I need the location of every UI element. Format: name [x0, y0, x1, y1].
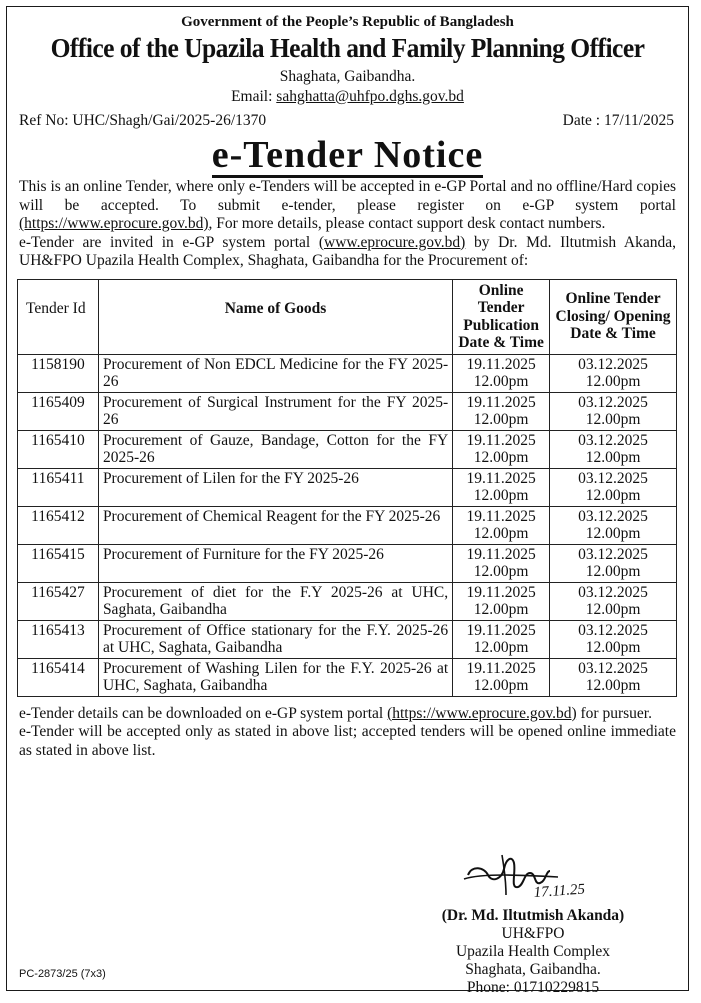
publication-cell-value: 12.00pm	[473, 677, 529, 694]
intro-text: This is an online Tender, where only e-Tenders will be accepted in e-GP Portal and no offline/Hard copies will be accepted. To submit e-tender, please register on e-GP system portal	[19, 178, 676, 214]
closing-cell	[550, 506, 677, 544]
publication-cell	[453, 392, 550, 430]
publication-cell	[453, 506, 550, 544]
goods-name-cell-value: Procurement of Washing Lilen for the F.Y. 2025-26 at UHC, Saghata, Gaibandha	[102, 659, 449, 694]
closing-cell	[550, 354, 677, 392]
header-closing: Online Tender Closing/ Opening Date & Time	[550, 279, 677, 354]
closing-cell-value: 03.12.2025	[578, 469, 648, 487]
publication-cell	[453, 620, 550, 658]
publication-cell-value: 19.11.2025	[466, 393, 536, 411]
signature-date: 17.11.25	[533, 881, 586, 901]
goods-name-cell	[98, 620, 452, 658]
table-row	[18, 582, 677, 620]
publication-cell-value: 19.11.2025	[466, 621, 536, 639]
tender-id-cell-value: 1165427	[31, 583, 85, 601]
officer-designation: UH&FPO	[501, 925, 565, 942]
closing-cell	[550, 544, 677, 582]
eprocure-link-2[interactable]: (www.eprocure.gov.bd)	[318, 233, 466, 251]
goods-name-cell	[98, 354, 452, 392]
goods-name-cell	[98, 392, 452, 430]
closing-cell-value: 12.00pm	[585, 639, 641, 656]
tender-id-cell	[18, 430, 99, 468]
table-header-row	[18, 279, 677, 354]
publication-cell-value: 19.11.2025	[466, 659, 536, 677]
closing-cell	[550, 658, 677, 696]
goods-name-cell-value: Procurement of Non EDCL Medicine for the FY 2025-26	[102, 355, 449, 390]
notice-date: Date : 17/11/2025	[562, 112, 674, 129]
intro-paragraph-1	[7, 178, 688, 234]
publication-cell-value: 19.11.2025	[466, 545, 536, 563]
invite-text-end: by Dr. Md. Iltutmish Akanda, UH&FPO Upazila Health Complex, Shaghata, Gaibandha for the Procurement of:	[19, 233, 676, 269]
closing-cell-value: 03.12.2025	[578, 659, 648, 677]
tender-id-cell	[18, 506, 99, 544]
notice-page	[6, 6, 689, 996]
publication-cell	[453, 468, 550, 506]
pc-code: PC-2873/25 (7x3)	[19, 968, 106, 980]
officer-place: Shaghata, Gaibandha.	[465, 961, 601, 978]
goods-name-cell-value: Procurement of diet for the F.Y 2025-26 at UHC, Saghata, Gaibandha	[102, 583, 449, 618]
publication-cell-value: 12.00pm	[473, 449, 529, 466]
table-row	[18, 658, 677, 696]
publication-cell-value: 19.11.2025	[466, 431, 536, 449]
officer-phone: Phone: 01710229815	[466, 979, 600, 996]
goods-name-cell-value: Procurement of Lilen for the FY 2025-26	[102, 469, 359, 487]
publication-cell-value: 12.00pm	[473, 639, 529, 656]
intro-text-end: , For more details, please contact support desk contact numbers.	[208, 215, 606, 232]
header-name-of-goods: Name of Goods	[98, 279, 452, 354]
goods-name-cell	[98, 430, 452, 468]
publication-cell-value: 12.00pm	[473, 563, 529, 580]
tender-id-cell-value: 1165412	[31, 507, 85, 525]
table-row	[18, 506, 677, 544]
publication-cell-value: 12.00pm	[473, 525, 529, 542]
closing-cell-value: 12.00pm	[585, 411, 641, 428]
closing-cell	[550, 468, 677, 506]
goods-name-cell-value: Procurement of Surgical Instrument for the FY 2025-26	[102, 393, 449, 428]
email-link[interactable]: sahghatta@uhfpo.dghs.gov.bd	[276, 88, 464, 105]
closing-cell-value: 12.00pm	[585, 563, 641, 580]
tender-id-cell	[18, 658, 99, 696]
table-row	[18, 392, 677, 430]
closing-cell-value: 12.00pm	[585, 601, 641, 618]
publication-cell	[453, 658, 550, 696]
office-location: Shaghata, Gaibandha.	[279, 68, 416, 85]
publication-cell-value: 19.11.2025	[466, 355, 536, 373]
government-line: Government of the People’s Republic of Bangladesh	[181, 14, 514, 30]
goods-name-cell	[98, 582, 452, 620]
closing-cell	[550, 620, 677, 658]
tender-id-cell	[18, 392, 99, 430]
download-text: e-Tender details can be downloaded on e-GP system portal	[19, 704, 388, 722]
closing-cell	[550, 392, 677, 430]
goods-name-cell	[98, 506, 452, 544]
closing-cell	[550, 430, 677, 468]
email-line	[7, 87, 688, 107]
closing-cell-value: 03.12.2025	[578, 507, 648, 525]
header-tender-id: Tender Id	[18, 279, 99, 354]
table-row	[18, 430, 677, 468]
acceptance-paragraph: e-Tender will be accepted only as stated in above list; accepted tenders will be opened online immediate as stated in above list.	[19, 723, 676, 759]
download-text-end: for pursuer.	[576, 704, 652, 722]
publication-cell-value: 12.00pm	[473, 487, 529, 504]
closing-cell-value: 03.12.2025	[578, 545, 648, 563]
closing-cell-value: 12.00pm	[585, 677, 641, 694]
signature	[418, 845, 648, 903]
officer-name: (Dr. Md. Iltutmish Akanda)	[441, 907, 625, 924]
goods-name-cell-value: Procurement of Furniture for the FY 2025-26	[102, 545, 384, 563]
closing-cell	[550, 582, 677, 620]
closing-cell-value: 12.00pm	[585, 373, 641, 390]
publication-cell	[453, 582, 550, 620]
header-publication: Online Tender Publication Date & Time	[453, 279, 550, 354]
office-title: Office of the Upazila Health and Family Planning Officer	[50, 32, 645, 63]
tender-id-cell-value: 1165414	[31, 659, 85, 677]
goods-name-cell	[98, 468, 452, 506]
closing-cell-value: 03.12.2025	[578, 583, 648, 601]
tender-id-cell-value: 1165411	[31, 469, 85, 487]
closing-cell-value: 03.12.2025	[578, 431, 648, 449]
closing-cell-value: 03.12.2025	[578, 355, 648, 373]
goods-name-cell	[98, 544, 452, 582]
tender-id-cell	[18, 620, 99, 658]
tender-id-cell	[18, 354, 99, 392]
closing-cell-value: 03.12.2025	[578, 393, 648, 411]
closing-cell-value: 03.12.2025	[578, 621, 648, 639]
tender-id-cell-value: 1165413	[31, 621, 85, 639]
table-row	[18, 354, 677, 392]
publication-cell	[453, 354, 550, 392]
signature-scribble-icon	[462, 845, 592, 903]
tender-id-cell	[18, 582, 99, 620]
publication-cell	[453, 430, 550, 468]
goods-name-cell-value: Procurement of Chemical Reagent for the FY 2025-26	[102, 507, 441, 525]
publication-cell-value: 12.00pm	[473, 601, 529, 618]
tender-table	[17, 279, 677, 697]
tender-id-cell	[18, 468, 99, 506]
publication-cell	[453, 544, 550, 582]
publication-cell-value: 12.00pm	[473, 411, 529, 428]
invite-text: e-Tender are invited in e-GP system portal	[19, 233, 319, 251]
publication-cell-value: 19.11.2025	[466, 583, 536, 601]
tender-id-cell-value: 1165409	[31, 393, 85, 411]
notice-title: e-Tender Notice	[211, 134, 484, 176]
publication-cell-value: 19.11.2025	[466, 469, 536, 487]
reference-number: Ref No: UHC/Shagh/Gai/2025-26/1370	[19, 112, 267, 129]
download-paragraph	[7, 705, 688, 724]
table-row	[18, 468, 677, 506]
publication-cell-value: 19.11.2025	[466, 507, 536, 525]
signature-block	[418, 845, 648, 997]
intro-paragraph-2	[7, 234, 688, 271]
closing-cell-value: 12.00pm	[585, 525, 641, 542]
eprocure-link-3[interactable]: (https://www.eprocure.gov.bd)	[387, 704, 577, 722]
tender-id-cell-value: 1165415	[31, 545, 85, 563]
tender-id-cell-value: 1158190	[31, 355, 85, 373]
tender-id-cell-value: 1165410	[31, 431, 85, 449]
table-row	[18, 544, 677, 582]
eprocure-link[interactable]: (https://www.eprocure.gov.bd)	[19, 215, 209, 232]
reference-row	[7, 111, 688, 131]
closing-cell-value: 12.00pm	[585, 449, 641, 466]
goods-name-cell-value: Procurement of Office stationary for the F.Y. 2025-26 at UHC, Saghata, Gaibandha	[102, 621, 449, 656]
closing-cell-value: 12.00pm	[585, 487, 641, 504]
officer-org: Upazila Health Complex	[455, 943, 611, 960]
table-row	[18, 620, 677, 658]
tender-id-cell	[18, 544, 99, 582]
goods-name-cell-value: Procurement of Gauze, Bandage, Cotton for the FY 2025-26	[102, 431, 449, 466]
notice-title-wrap	[7, 133, 688, 178]
email-label: Email:	[231, 88, 273, 105]
goods-name-cell	[98, 658, 452, 696]
publication-cell-value: 12.00pm	[473, 373, 529, 390]
